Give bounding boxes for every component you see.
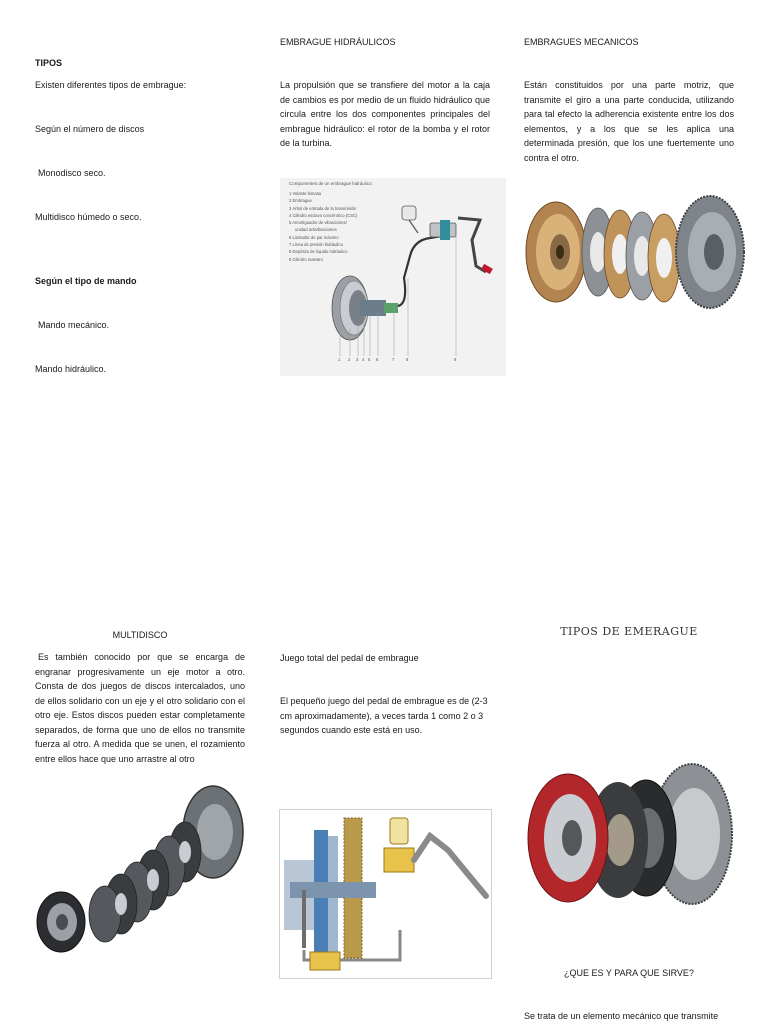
diagram-title: Componentes de un embrague hidráulico:: [289, 181, 373, 186]
legend-item: unidad antivibraciones: [295, 227, 337, 233]
hydraulic-clutch-diagram: [280, 178, 506, 376]
legend-item: 2 Embrague: [289, 198, 312, 204]
por-numero-discos: Según el número de discos: [35, 124, 145, 134]
que-es-answer: Se trata de un elemento mecánico que transmite: [524, 1011, 719, 1021]
pedal-paragraph: El pequeño juego del pedal de embrague es de (2-3 cm aproximadamente), a veces tarda 1 como 2 o 3 segundos cuando este está en uso.: [280, 696, 488, 735]
legend-item: 4 Cilindro esclavo concéntrico (CSC): [289, 212, 358, 218]
legend-item: 3 Árbol de entrada de la transmisión: [289, 205, 357, 211]
callout-8: 8: [406, 357, 409, 362]
multidisco-item: Multidisco húmedo o seco.: [35, 212, 142, 222]
callout-9: 9: [454, 357, 457, 362]
legend-item: 1 Volante bimasa: [289, 191, 322, 196]
multidisco-heading: MULTIDISCO: [112, 630, 168, 640]
callout-6: 6: [376, 357, 379, 362]
mechanical-clutch-exploded-image: [524, 190, 746, 318]
callout-5: 5: [368, 357, 371, 362]
por-tipo-mando: Según el tipo de mando: [35, 276, 137, 286]
hidraulicos-paragraph: La propulsión que se transfiere del motor a la caja de cambios es por medio de un fluido hidráulico que circula entre los dos componentes principales del embrague hidráulico: el rotor de la bomba y el rotor de la turbina.: [280, 80, 490, 148]
legend-item: 5 Amortiguador de vibraciones/: [289, 220, 347, 226]
callout-7: 7: [392, 357, 395, 362]
legend-item: 6 Limitador de par máximo: [289, 234, 339, 240]
callout-4: 4: [362, 357, 365, 362]
clutch-pedal-diagram: [279, 809, 492, 979]
mecanicos-paragraph: Están constituidos por una parte motriz, que transmite el giro a una parte conducida, utilizando para tal efecto la adherencia existente entre los dos elementos, y a los que se les aplica una determinada presión, que los une fuertemente uno contra el otro.: [524, 80, 734, 163]
hydraulic-clutch-drawing: [280, 178, 506, 376]
mecanicos-heading: EMBRAGUES MECANICOS: [524, 37, 639, 47]
hidraulicos-heading: EMBRAGUE HIDRÁULICOS: [280, 37, 396, 47]
callout-2: 2: [348, 357, 351, 362]
mando-hidraulico-item: Mando hidráulico.: [35, 364, 107, 374]
callout-3: 3: [356, 357, 359, 362]
tipos-intro: Existen diferentes tipos de embrague:: [35, 80, 187, 90]
legend-item: 7 Línea de presión hidráulica: [289, 242, 343, 248]
mando-mecanico-item: Mando mecánico.: [38, 320, 110, 330]
multidisc-clutch-exploded-image: [33, 782, 247, 958]
multidisco-paragraph: Es también conocido por que se encarga de engranar progresivamente un eje motor a otro. Consta de dos juegos de discos intercalados, uno de ellos solidario con un eje y el otro solidario con el otro eje. Estos discos pueden estar completamente separados, de forma que uno de ellos no transmite fuerza al otro. A medida que se unen, el rozamiento entre ellos hace que uno arrastre al otro: [35, 652, 245, 764]
legend-item: 8 Depósito de líquido hidráulico: [289, 249, 348, 255]
callout-1: 1: [338, 357, 341, 362]
red-clutch-kit-image: [524, 756, 736, 918]
monodisco-item: Monodisco seco.: [38, 168, 106, 178]
pedal-heading: Juego total del pedal de embrague: [280, 653, 419, 663]
legend-item: 9 Cilindro maestro: [289, 256, 323, 262]
tipos-heading: TIPOS: [35, 58, 63, 68]
que-es-question: ¿QUE ES Y PARA QUE SIRVE?: [564, 968, 694, 978]
tipos-embrague-title: TIPOS DE EMERAGUE: [560, 625, 698, 638]
